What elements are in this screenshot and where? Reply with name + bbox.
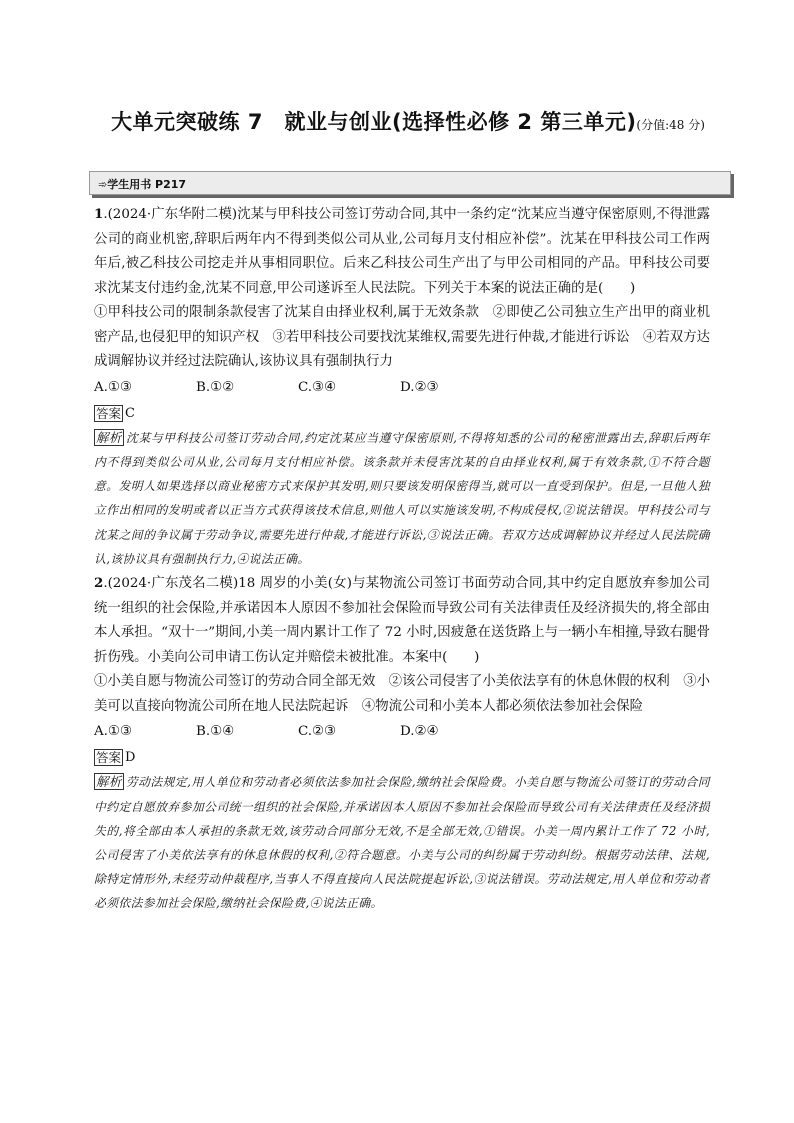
choice-c: C.③④ — [298, 379, 337, 395]
question-content — [94, 202, 710, 916]
page-title — [88, 104, 728, 143]
choice-b: B.①② — [196, 379, 235, 395]
banner-text: ➾学生用书 P217 — [98, 178, 187, 191]
question-1-answer — [94, 401, 710, 426]
choice-a: A.①③ — [94, 379, 132, 395]
analysis-tag: 解析 — [96, 774, 122, 790]
choice-c: C.②③ — [298, 724, 337, 740]
question-2-text: 18 周岁的小美(女)与某物流公司签订书面劳动合同,其中约定自愿放弃参加公司统一组织的社会保险,并承诺因本人原因不参加社会保险而导致公司有关法律责任及经济损失的,将全部由本人承担。“双十一”期间,小美一周内累计工作了 72 小时,因疲惫在送货路上与一辆小车相撞,导致右腿骨折伤残。小美向公司申请工伤认定并赔偿未被批准。本案中( ) — [94, 576, 711, 665]
question-1-options: ①甲科技公司的限制条款侵害了沈某自由择业权利,属于无效条款 ②即使乙公司独立生产出甲的商业机密产品,也侵犯甲的知识产权 ③若甲科技公司要找沈某维权,需要先进行仲裁,才能进行诉讼 ④若双方达成调解协议并经过法院确认,该协议具有强制执行力 — [94, 305, 710, 370]
choice-b: B.①④ — [196, 724, 235, 740]
question-1-stem — [94, 202, 710, 301]
analysis-tag: 解析 — [96, 429, 122, 445]
answer-value: C — [125, 405, 135, 421]
analysis-text: 沈某与甲科技公司签订劳动合同,约定沈某应当遵守保密原则,不得将知悉的公司的秘密泄露出去,辞职后两年内不得到类似公司从业,公司每月支付相应补偿。该条款并未侵害沈某的自由择业权利,属于有效条款,①不符合题意。发明人如果选择以商业秘密方式来保护其发明,则只要该发明保密得当,就可以一直受到保护。但是,一旦他人独立作出相同的发明或者以正当方式获得该技术信息,则他人可以实施该发明,不构成侵权,②说法错误。甲科技公司与沈某之间的争议属于劳动争议,需要先进行仲裁,才能进行诉讼,③说法正确。若双方达成调解协议并经过人民法院确认,该协议具有强制执行力,④说法正确。 — [94, 430, 710, 566]
question-1-analysis — [94, 426, 710, 571]
choice-a: A.①③ — [94, 724, 132, 740]
analysis-text: 劳动法规定,用人单位和劳动者必须依法参加社会保险,缴纳社会保险费。小美自愿与物流公司签订的劳动合同中约定自愿放弃参加公司统一组织的社会保险,并承诺因本人原因不参加社会保险而导致公司有关法律责任及经济损失的,将全部由本人承担的条款无效,该劳动合同部分无效,不是全部无效,①错误。小美一周内累计工作了 72 小时,公司侵害了小美依法享有的休息休假的权利,②符合题意。小美与公司的纠纷属于劳动纠纷。根据劳动法律、法规,除特定情形外,未经劳动仲裁程序,当事人不得直接向人民法院提起诉讼,③说法错误。劳动法规定,用人单位和劳动者必须依法参加社会保险,缴纳社会保险费,④说法正确。 — [94, 775, 710, 911]
question-2-number: 2 — [94, 575, 104, 592]
question-2-options: ①小美自愿与物流公司签订的劳动合同全部无效 ②该公司侵害了小美依法享有的休息休假的权利 ③小美可以直接向物流公司所在地人民法院起诉 ④物流公司和小美本人都必须依法参加社会保险 — [94, 674, 710, 714]
student-book-banner — [89, 171, 731, 195]
question-1-source: .(2024·广东华附二模) — [103, 207, 238, 222]
question-2-answer — [94, 745, 710, 770]
answer-tag: 答案 — [96, 405, 122, 421]
question-2-choices — [94, 719, 710, 745]
choice-d: D.②③ — [400, 379, 439, 395]
question-1-choices — [94, 375, 710, 401]
question-2-stem — [94, 571, 710, 670]
answer-value: D — [125, 750, 136, 766]
question-2-analysis — [94, 770, 710, 915]
question-2-source: .(2024·广东茂名二模) — [103, 576, 239, 592]
question-1 — [94, 202, 710, 571]
answer-tag: 答案 — [96, 750, 122, 766]
question-1-number: 1 — [94, 206, 104, 222]
title-score: (分值:48 分) — [636, 118, 705, 132]
question-2 — [94, 571, 710, 916]
title-main: 大单元突破练 7 就业与创业(选择性必修 2 第三单元) — [111, 110, 637, 134]
choice-d: D.②④ — [400, 724, 439, 740]
question-1-text: 沈某与甲科技公司签订劳动合同,其中一条约定“沈某应当遵守保密原则,不得泄露公司的商业机密,辞职后两年内不得到类似公司从业,公司每月支付相应补偿”。沈某在甲科技公司工作两年后,被乙科技公司挖走并从事相同职位。后来乙科技公司生产出了与甲公司相同的产品。甲科技公司要求沈某支付违约金,沈某不同意,甲公司遂诉至人民法院。下列关于本案的说法正确的是( ) — [94, 207, 710, 296]
